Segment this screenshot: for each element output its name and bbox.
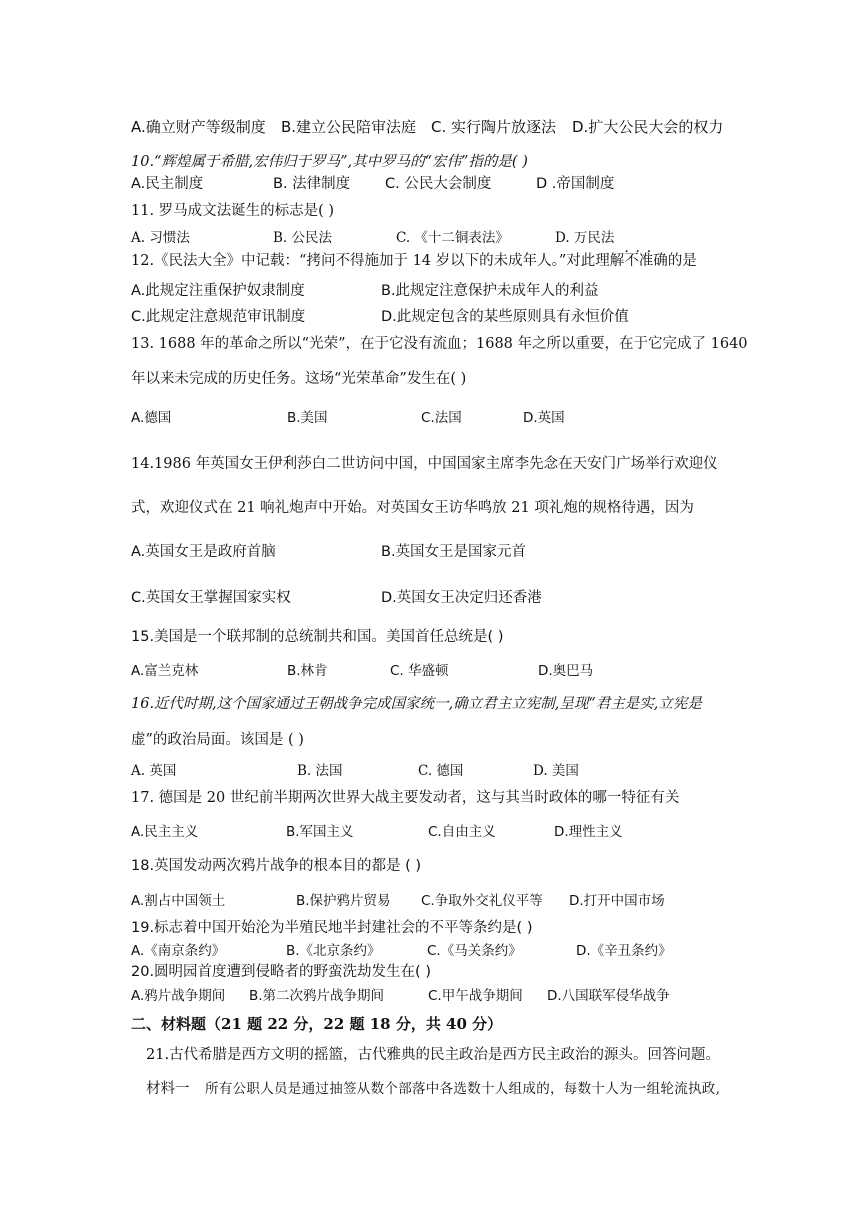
- q16-option-b: B. 法国: [297, 763, 343, 779]
- q12-option-b: B.此规定注意保护未成年人的利益: [381, 283, 599, 299]
- q18-option-c: C.争取外交礼仪平等: [421, 893, 543, 909]
- q15-option-d: D.奥巴马: [538, 663, 594, 679]
- q13-line2: 年以来未完成的历史任务。这场“光荣革命”发生在( ): [131, 371, 467, 387]
- q15-option-c: C. 华盛顿: [390, 663, 449, 679]
- q20-option-d: D.八国联军侵华战争: [547, 988, 670, 1004]
- q16-line1: 16.近代时期,这个国家通过王朝战争完成国家统一,确立君主立宪制,呈现“君主是实,立宪是: [131, 696, 702, 712]
- q9-option-a: A.确立财产等级制度: [131, 118, 266, 136]
- q16-option-c: C. 德国: [418, 763, 464, 779]
- q13-option-c: C.法国: [421, 410, 462, 426]
- q19-option-a: A.《南京条约》: [131, 943, 226, 959]
- q19-stem: 19.标志着中国开始沦为半殖民地半封建社会的不平等条约是( ): [131, 920, 533, 936]
- q14-option-b: B.英国女王是国家元首: [381, 544, 527, 560]
- q17-stem: 17. 德国是 20 世纪前半期两次世界大战主要发动者，这与其当时政体的哪一特征有关: [131, 790, 680, 806]
- q18-option-a: A.割占中国领土: [131, 893, 226, 909]
- q17-option-a: A.民主主义: [131, 824, 199, 840]
- q11-option-a: A. 习惯法: [131, 230, 190, 246]
- q10-option-a: A.民主制度: [131, 176, 204, 192]
- q16-option-a: A. 英国: [131, 763, 177, 779]
- q17-option-d: D.理性主义: [554, 824, 623, 840]
- q14-line2: 式，欢迎仪式在 21 响礼炮声中开始。对英国女王访华鸣放 21 项礼炮的规格待遇，因为: [131, 500, 694, 516]
- q9-option-d: D.扩大公民大会的权力: [572, 118, 724, 136]
- q18-option-d: D.打开中国市场: [569, 893, 665, 909]
- q16-line2: 虚”的政治局面。该国是 ( ): [131, 732, 304, 748]
- q13-option-d: D.英国: [523, 410, 565, 426]
- q16-option-d: D. 美国: [533, 763, 579, 779]
- q14-line1: 14.1986 年英国女王伊利莎白二世访问中国，中国国家主席李先念在天安门广场举行欢迎仪: [131, 456, 718, 472]
- q10-stem: 10.“辉煌属于希腊,宏伟归于罗马”,其中罗马的“宏伟”指的是( ): [131, 154, 528, 170]
- q18-stem: 18.英国发动两次鸦片战争的根本目的都是 ( ): [131, 858, 422, 874]
- q9-option-b: B.建立公民陪审法庭: [281, 118, 417, 136]
- q12-option-c: C.此规定注意规范审讯制度: [131, 309, 306, 325]
- q14-option-d: D.英国女王决定归还香港: [381, 590, 542, 606]
- material-text: 所有公职人员是通过抽签从数个部落中各选数十人组成的，每数十人为一组轮流执政,: [205, 1081, 721, 1097]
- q11-stem: 11. 罗马成文法诞生的标志是( ): [131, 203, 335, 219]
- q19-option-b: B.《北京条约》: [286, 943, 381, 959]
- q12-option-a: A.此规定注重保护奴隶制度: [131, 283, 305, 299]
- q13-line1: 13. 1688 年的革命之所以“光荣”，在于它没有流血；1688 年之所以重要，在于它完成了 1640: [131, 336, 748, 352]
- q11-option-b: B. 公民法: [273, 230, 333, 246]
- q18-option-b: B.保护鸦片贸易: [296, 893, 391, 909]
- q12-stem: 12.《民法大全》中记载：“拷问不得施加于 14 岁以下的未成年人。”对此理解不准确 · · ·的是: [131, 252, 697, 270]
- q19-option-c: C.《马关条约》: [427, 943, 522, 959]
- q11-option-d: D. 万民法: [555, 230, 615, 246]
- q13-option-a: A.德国: [131, 410, 172, 426]
- q20-option-b: B.第二次鸦片战争期间: [249, 988, 385, 1004]
- material-label: 材料一: [146, 1081, 190, 1097]
- q10-option-d: D .帝国制度: [536, 176, 615, 192]
- q15-option-b: B.林肯: [287, 663, 328, 679]
- q15-stem: 15.美国是一个联邦制的总统制共和国。美国首任总统是( ): [131, 629, 504, 645]
- q15-option-a: A.富兰克林: [131, 663, 199, 679]
- q20-option-a: A.鸦片战争期间: [131, 988, 226, 1004]
- q9-option-c: C. 实行陶片放逐法: [431, 118, 557, 136]
- emphasis-dots: 不准确 · · ·: [624, 253, 668, 269]
- q10-option-b: B. 法律制度: [273, 176, 351, 192]
- q14-option-a: A.英国女王是政府首脑: [131, 544, 276, 560]
- q21-stem: 21.古代希腊是西方文明的摇篮，古代雅典的民主政治是西方民主政治的源头。回答问题。: [146, 1047, 721, 1063]
- q12-option-d: D.此规定包含的某些原则具有永恒价值: [381, 309, 629, 325]
- q17-option-c: C.自由主义: [428, 824, 496, 840]
- q19-option-d: D.《辛丑条约》: [576, 943, 672, 959]
- q13-option-b: B.美国: [287, 410, 328, 426]
- q11-option-c: C. 《十二铜表法》: [396, 230, 509, 246]
- q20-option-c: C.甲午战争期间: [428, 988, 523, 1004]
- q17-option-b: B.军国主义: [286, 824, 354, 840]
- q14-option-c: C.英国女王掌握国家实权: [131, 590, 291, 606]
- q20-stem: 20.圆明园首度遭到侵略者的野蛮洗劫发生在( ): [131, 964, 431, 980]
- section-heading: 二、材料题（21 题 22 分，22 题 18 分，共 40 分）: [131, 1015, 503, 1033]
- q10-option-c: C. 公民大会制度: [385, 176, 492, 192]
